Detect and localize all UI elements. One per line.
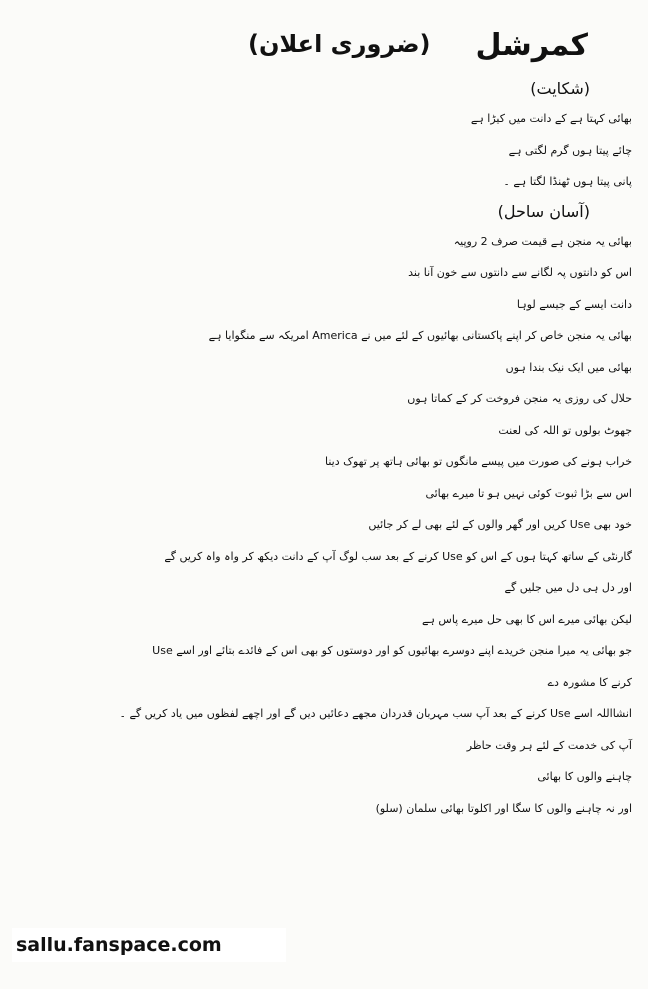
section-label-complaint: (شکایت)	[530, 79, 590, 98]
text-line: چاہنے والوں کا بھائی	[537, 770, 632, 783]
text-line: آپ کی خدمت کے لئے ہر وقت حاظر	[466, 738, 632, 752]
page-subtitle: (ضروری اعلان)	[248, 30, 431, 58]
page-title: کمرشل	[475, 28, 588, 63]
text-line: جو بھائی یہ میرا منجن خریدے اپنے دوسرے بھائیوں کو اور دوستوں کو بھی اس کے فائدے بتائے اور اسے Use	[152, 644, 632, 657]
section-label-solution: (آسان ساحل)	[497, 201, 590, 221]
text-line: لیکن بھائی میرے اس کا بھی حل میرے پاس ہے	[422, 612, 632, 626]
text-line: چائے پیتا ہوں گرم لگتی ہے	[508, 143, 632, 157]
text-line: اس کو دانتوں پہ لگانے سے دانتوں سے خون آنا بند	[408, 266, 632, 279]
text-line: بھائی یہ منجن ہے قیمت صرف 2 روپیہ	[453, 234, 632, 248]
text-line: بھائی میں ایک نیک بندا ہوں	[505, 360, 632, 374]
text-line: گارنٹی کے ساتھ کہتا ہوں کے اس کو Use کرنے کے بعد سب لوگ آپ کے دانت دیکھ کر واہ واہ کریں گے	[164, 549, 632, 563]
header	[0, 22, 648, 72]
text-line: اور نہ چاہنے والوں کا سگا اور اکلوتا بھائی سلمان (سلو)	[375, 801, 632, 815]
text-line: انشااللہ اسے Use کرنے کے بعد آپ سب مہربان قدردان مجھے دعائیں دیں گے اور اچھے لفظوں میں یاد کریں گے ۔	[119, 707, 632, 720]
text-line: اور دل ہی دل میں جلیں گے	[504, 581, 632, 594]
text-line: خود بھی Use کریں اور گھر والوں کے لئے بھی لے کر جائیں	[368, 518, 632, 531]
text-line: کرنے کا مشورہ دے	[547, 675, 632, 689]
text-line: خراب ہونے کی صورت میں پیسے مانگوں تو بھائی ہاتھ پر تھوک دینا	[324, 455, 632, 468]
text-line: جھوٹ بولوں تو اللہ کی لعنت	[498, 423, 632, 437]
text-line: بھائی کہتا ہے کے دانت میں کیڑا ہے	[470, 112, 632, 125]
text-line: اس سے بڑا ثبوت کوئی نہیں ہو تا میرے بھائی	[425, 486, 632, 500]
text-line: دانت ایسے کے جیسے لوہا	[516, 297, 632, 311]
text-line: حلال کی روزی یہ منجن فروخت کر کے کماتا ہوں	[407, 392, 632, 405]
text-line: پانی پیتا ہوں ٹھنڈا لگتا ہے ۔	[503, 175, 632, 188]
text-line: بھائی یہ منجن خاص کر اپنے پاکستانی بھائیوں کے لئے میں نے America امریکہ سے منگوایا ہے	[208, 329, 632, 342]
text-body	[0, 78, 632, 827]
watermark-url: sallu.fanspace.com	[12, 928, 286, 962]
